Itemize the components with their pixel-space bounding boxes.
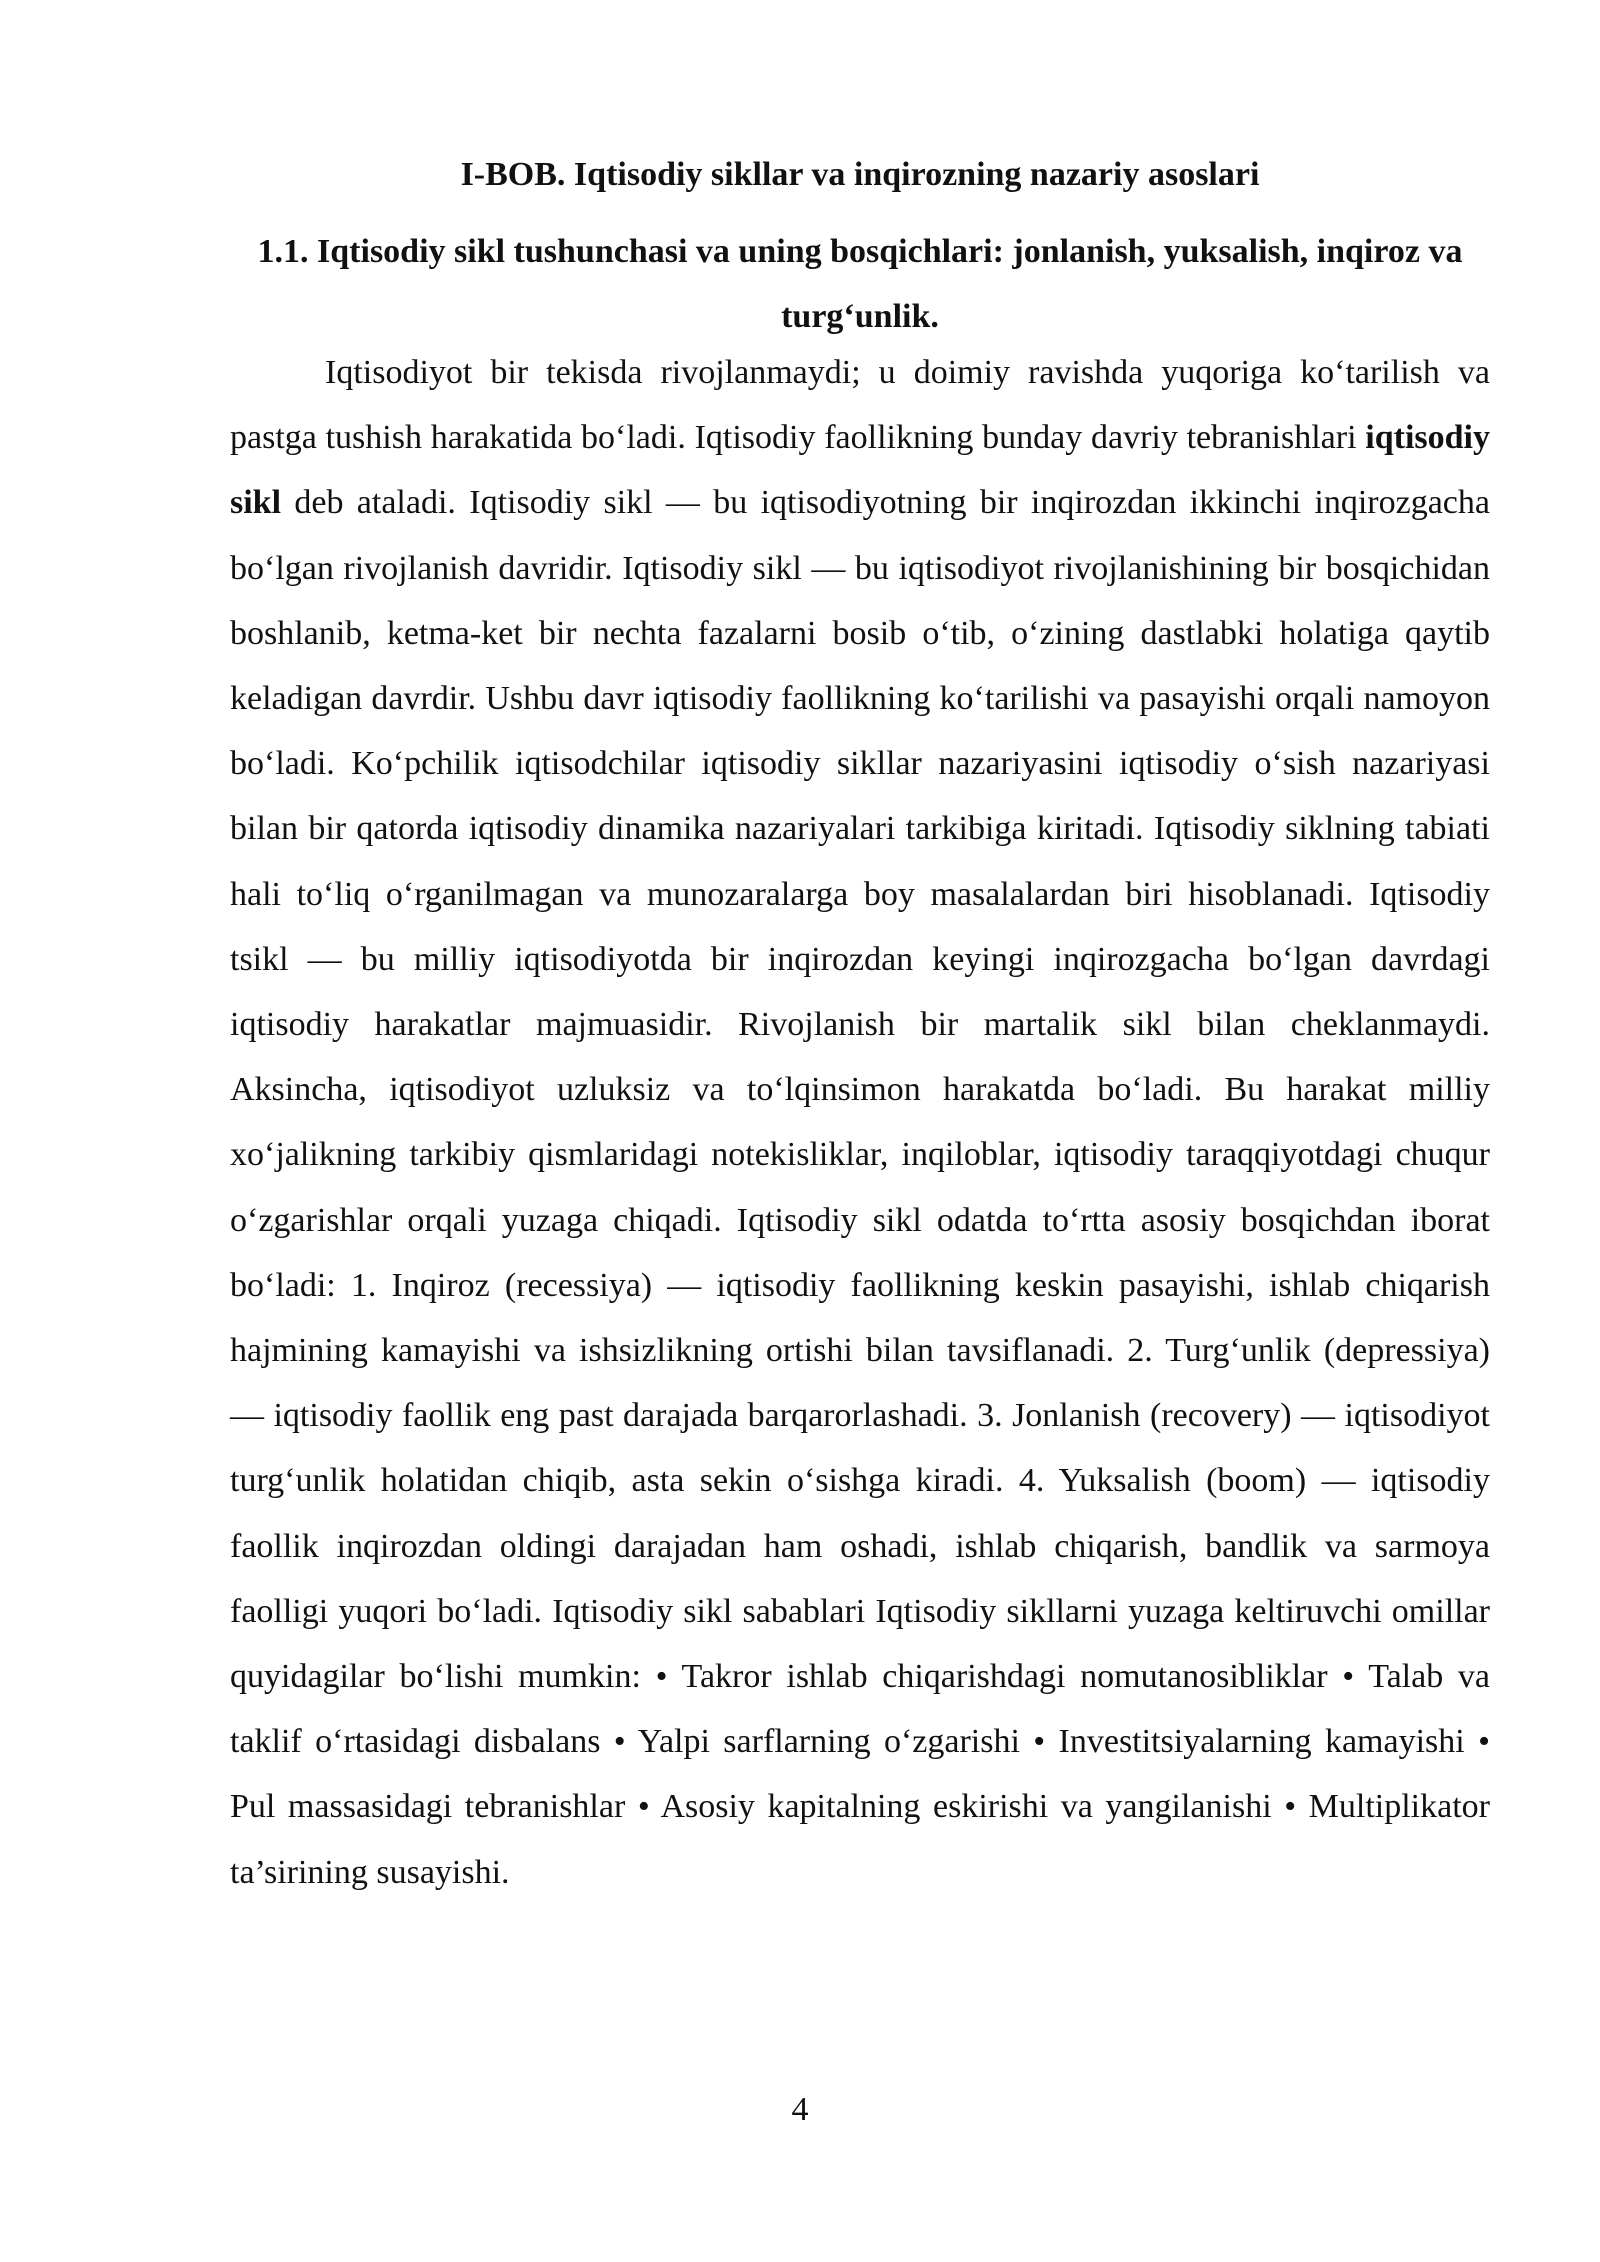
bold-term: iqtisodiy sikl	[230, 419, 1490, 522]
page-number: 4	[791, 2091, 809, 2128]
paragraph-text-continued: deb ataladi. Iqtisodiy sikl — bu iqtisodiyotning bir inqirozdan ikkinchi inqirozgacha bo‘lgan rivojlanish davridir. Iqtisodiy sikl — bu iqtisodiyot rivojlanishining bir bosqichidan boshlanib, ketma-ket bir nechta fazalarni bosib o‘tib, o‘zining dastlabki holatiga qaytib keladigan davrdir. Ushbu davr iqtisodiy faollikning ko‘tarilishi va pasayishi orqali namoyon bo‘ladi. Ko‘pchilik iqtisodchilar iqtisodiy sikllar nazariyasini iqtisodiy o‘sish nazariyasi bilan bir qatorda iqtisodiy dinamika nazariyalari tarkibiga kiritadi. Iqtisodiy siklning tabiati hali to‘liq o‘rganilmagan va munozaralarga boy masalalardan biri hisoblanadi. Iqtisodiy tsikl — bu milliy iqtisodiyotda bir inqirozdan keyingi inqirozgacha bo‘lgan davrdagi iqtisodiy harakatlar majmuasidir. Rivojlanish bir martalik sikl bilan cheklanmaydi. Aksincha, iqtisodiyot uzluksiz va to‘lqinsimon harakatda bo‘ladi. Bu harakat milliy xo‘jalikning tarkibiy qismlaridagi notekisliklar, inqiloblar, iqtisodiy taraqqiyotdagi chuqur o‘zgarishlar orqali yuzaga chiqadi. Iqtisodiy sikl odatda to‘rtta asosiy bosqichdan iborat bo‘ladi: 1. Inqiroz (recessiya) — iqtisodiy faollikning keskin pasayishi, ishlab chiqarish hajmining kamayishi va ishsizlikning ortishi bilan tavsiflanadi. 2. Turg‘unlik (depressiya) — iqtisodiy faollik eng past darajada barqarorlashadi. 3. Jonlanish (recovery) — iqtisodiyot turg‘unlik holatidan chiqib, asta sekin o‘sishga kiradi. 4. Yuksalish (boom) — iqtisodiy faollik inqirozdan oldingi darajadan ham oshadi, ishlab chiqarish, bandlik va sarmoya faolligi yuqori bo‘ladi. Iqtisodiy sikl sabablari Iqtisodiy sikllarni yuzaga keltiruvchi omillar quyidagilar bo‘lishi mumkin: • Takror ishlab chiqarishdagi nomutanosibliklar • Talab va taklif o‘rtasidagi disbalans • Yalpi sarflarning o‘zgarishi • Investitsiyalarning kamayishi • Pul massasidagi tebranishlar • Asosiy kapitalning eskirishi va yangilanishi • Multiplikator ta’sirining susayishi.	[230, 484, 1490, 1891]
section-title: 1.1. Iqtisodiy sikl tushunchasi va uning bosqichlari: jonlanish, yuksalish, inqiroz va turg‘unlik.	[257, 233, 1463, 335]
body-paragraph	[230, 340, 1490, 1905]
chapter-title: I-BOB. Iqtisodiy sikllar va inqirozning nazariy asoslari	[460, 156, 1260, 193]
paragraph-text-start: Iqtisodiyot bir tekisda rivojlanmaydi; u doimiy ravishda yuqoriga ko‘tarilish va pastga tushish harakatida bo‘ladi. Iqtisodiy faollikning bunday davriy tebranishlari	[230, 354, 1490, 457]
